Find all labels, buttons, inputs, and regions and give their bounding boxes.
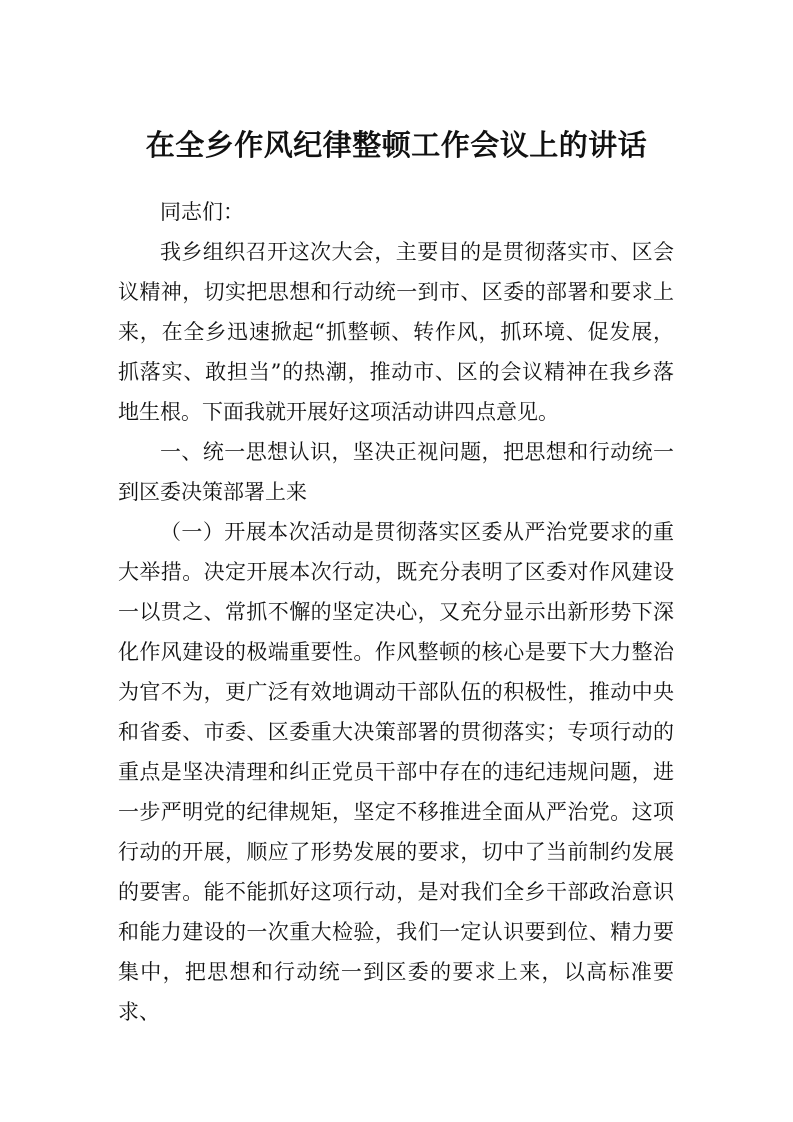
document-body [118,192,674,1032]
salutation: 同志们： [160,200,244,224]
document-title: 在全乡作风纪律整顿工作会议上的讲话 [145,128,648,162]
section-heading-1: 一、统一思想认识，坚决正视问题，把思想和行动统一到区委决策部署上来 [118,440,674,504]
paragraph-subsection-1: （一）开展本次活动是贯彻落实区委从严治党要求的重大举措。决定开展本次行动，既充分表明了区委对作风建设一以贯之、常抓不懈的坚定决心，又充分显示出新形势下深化作风建设的极端重要性。作风整顿的核心是要下大力整治为官不为，更广泛有效地调动干部队伍的积极性，推动中央和省委、市委、区委重大决策部署的贯彻落实；专项行动的重点是坚决清理和纠正党员干部中存在的违纪违规问题，进一步严明党的纪律规矩，坚定不移推进全面从严治党。这项行动的开展，顺应了形势发展的要求，切中了当前制约发展的要害。能不能抓好这项行动，是对我们全乡干部政治意识和能力建设的一次重大检验，我们一定认识要到位、精力要集中，把思想和行动统一到区委的要求上来，以高标准要求、 [118,520,674,1024]
paragraph-intro: 我乡组织召开这次大会，主要目的是贯彻落实市、区会议精神，切实把思想和行动统一到市、区委的部署和要求上来，在全乡迅速掀起“抓整顿、转作风，抓环境、促发展，抓落实、敢担当”的热潮，推动市、区的会议精神在我乡落地生根。下面我就开展好这项活动讲四点意见。 [118,240,674,424]
